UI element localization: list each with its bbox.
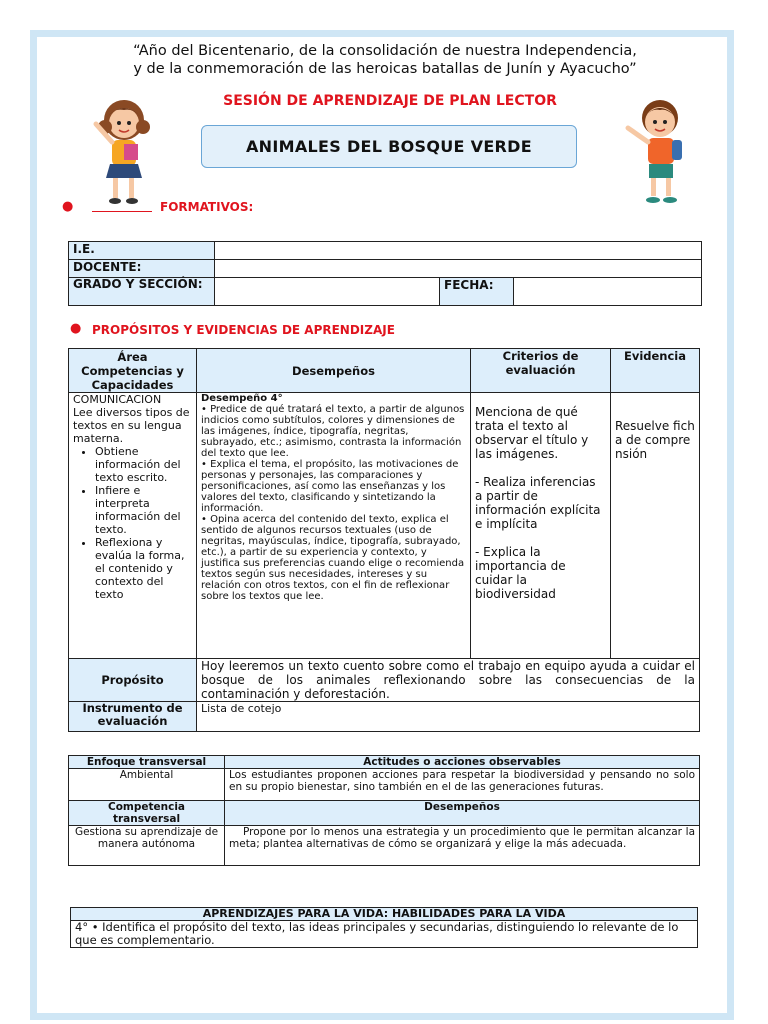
instrumento-text: Lista de cotejo [197, 702, 700, 732]
bullet-icon: ● [62, 199, 74, 214]
main-table [68, 348, 700, 732]
habilidades-header: APRENDIZAJES PARA LA VIDA: HABILIDADES PARA LA VIDA [71, 908, 698, 921]
desempeno-item: • Explica el tema, el propósito, las motivaciones de personas y personajes, las comparaciones y personificaciones, así como las enseñanzas y los valores del texto, clasificando y sintetizando la información. [201, 459, 459, 514]
desempeno-item: • Predice de qué tratará el texto, a partir de algunos indicios como subtítulos, colores y dimensiones de las imágenes, índice, tipografía, negritas, subrayado, etc.; asimismo, contrasta la información del texto que lee. [201, 404, 465, 459]
girl-illustration [86, 94, 162, 210]
evidencia-header: Evidencia [611, 349, 700, 393]
capacidad-item: • Obtiene información del texto escrito. [95, 445, 192, 484]
bullet-icon: ● [70, 321, 82, 336]
ie-field[interactable] [215, 242, 702, 260]
info-table [68, 241, 702, 306]
area-cell [69, 393, 197, 659]
enfoque-value: Ambiental [69, 769, 225, 801]
competencia-text: Lee diversos tipos de textos en su lengua materna. [73, 406, 190, 445]
criterio-item: - Realiza inferencias a partir de información explícita e implícita [475, 475, 601, 531]
session-title: SESIÓN DE APRENDIZAJE DE PLAN LECTOR [223, 93, 557, 109]
fecha-label: FECHA: [440, 278, 514, 306]
criterio-item: - Explica la importancia de cuidar la biodiversidad [475, 545, 566, 601]
capacidad-item: • Infiere e interpreta información del texto. [95, 484, 192, 536]
capacidades-list [73, 445, 192, 601]
habilidades-text: 4° • Identifica el propósito del texto, las ideas principales y secundarias, distinguiendo lo relevante de lo que es complementario. [71, 921, 698, 948]
boy-illustration [620, 92, 698, 210]
desempenos-transversal-header: Desempeños [225, 801, 700, 826]
desempenos-cell [197, 393, 471, 659]
grado-label: GRADO Y SECCIÓN: [69, 278, 215, 306]
motto-line-2: y de la conmemoración de las heroicas batallas de Junín y Ayacucho” [133, 61, 637, 77]
fecha-field[interactable] [514, 278, 702, 306]
grado-field[interactable] [215, 278, 440, 306]
docente-field[interactable] [215, 260, 702, 278]
red-underline [92, 211, 152, 212]
actitudes-value: Los estudiantes proponen acciones para respetar la biodiversidad y pensando no solo en su propio bienestar, sino también en el de las generaciones futuras. [225, 769, 700, 801]
proposito-label: Propósito [69, 659, 197, 702]
evidencia-cell: Resuelve ficha de comprensión [611, 393, 700, 659]
competencia-value: Gestiona su aprendizaje de manera autónoma [69, 826, 225, 866]
instrumento-label: Instrumento de evaluación [69, 702, 197, 732]
enfoque-header: Enfoque transversal [69, 756, 225, 769]
habilidades-table [70, 907, 698, 948]
enfoque-table [68, 755, 700, 866]
motto [60, 42, 710, 78]
desempenos-transversal-value: Propone por lo menos una estrategia y un procedimiento que le permitan alcanzar la meta; plantea alternativas de cómo se organizará y elige la más adecuada. [225, 826, 700, 866]
proposito-text: Hoy leeremos un texto cuento sobre como el trabajo en equipo ayuda a cuidar el bosque de los animales reflexionando sobre las consecuencias de la contaminación y deforestación. [197, 659, 700, 702]
propositos-heading: PROPÓSITOS Y EVIDENCIAS DE APRENDIZAJE [92, 323, 395, 337]
area-header: Área Competencias y Capacidades [69, 349, 197, 393]
lesson-title: ANIMALES DEL BOSQUE VERDE [201, 125, 577, 168]
formativos-label: FORMATIVOS: [160, 200, 254, 214]
motto-line-1: “Año del Bicentenario, de la consolidación de nuestra Independencia, [133, 43, 637, 59]
area-title: COMUNICACION [73, 393, 162, 406]
criterio-item: Menciona de qué trata el texto al observar el título y las imágenes. [475, 405, 589, 461]
desempeno-title: Desempeño 4° [201, 393, 283, 404]
actitudes-header: Actitudes o acciones observables [225, 756, 700, 769]
desempenos-header: Desempeños [197, 349, 471, 393]
competencia-header: Competencia transversal [69, 801, 225, 826]
docente-label: DOCENTE: [69, 260, 215, 278]
desempeno-item: • Opina acerca del contenido del texto, explica el sentido de algunos recursos textuales (uso de negritas, mayúsculas, índice, tipografía, subrayado, etc.), a partir de su experiencia y contexto, y justifica sus preferencias cuando elige o recomienda textos según sus necesidades, intereses y su relación con otros textos, con el fin de reflexionar sobre los textos que lee. [201, 514, 465, 602]
capacidad-item: • Reflexiona y evalúa la forma, el contenido y contexto del texto [95, 536, 192, 601]
criterios-header: Criterios de evaluación [471, 349, 611, 393]
criterios-cell [471, 393, 611, 659]
ie-label: I.E. [69, 242, 215, 260]
